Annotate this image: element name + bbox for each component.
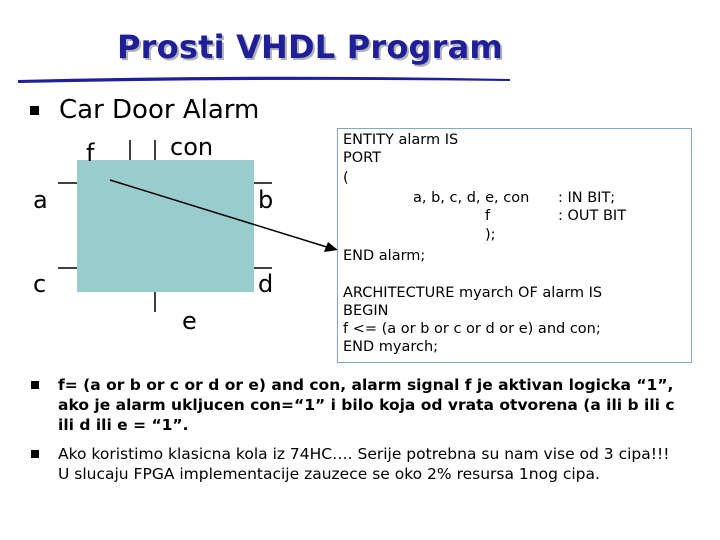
code-inputs-type: : IN BIT; — [558, 190, 616, 206]
code-port: PORT — [343, 150, 382, 166]
code-end-arch: END myarch; — [343, 339, 439, 355]
code-close: ); — [485, 227, 496, 243]
page-title: Prosti VHDL Program — [117, 28, 503, 66]
bullet-icon — [31, 450, 39, 458]
code-assign: f <= (a or b or c or d or e) and con; — [343, 321, 601, 337]
code-entity: ENTITY alarm IS — [343, 132, 459, 148]
label-f: f — [86, 139, 95, 167]
alarm-block — [77, 160, 254, 292]
label-a: a — [33, 186, 48, 214]
label-d: d — [258, 270, 274, 298]
title-underline — [18, 77, 510, 83]
code-output: f — [485, 208, 491, 224]
paragraph-line: U slucaju FPGA implementacije zauzece se oko 2% resursa 1nog cipa. — [58, 465, 600, 483]
paragraph-line: Ako koristimo klasicna kola iz 74HC…. Serije potrebna su nam vise od 3 cipa!!! — [58, 445, 670, 463]
code-paren: ( — [343, 170, 349, 186]
code-architecture: ARCHITECTURE myarch OF alarm IS — [343, 285, 603, 301]
label-c: c — [33, 270, 47, 298]
paragraph-implementation — [58, 444, 669, 484]
code-end-entity: END alarm; — [343, 248, 426, 264]
paragraph-logic-description — [58, 375, 675, 435]
code-inputs: a, b, c, d, e, con — [413, 190, 530, 206]
label-e: e — [182, 307, 197, 335]
arrow-head — [324, 242, 338, 252]
paragraph-line: ili d ili e = “1”. — [58, 416, 189, 434]
code-begin: BEGIN — [343, 303, 389, 319]
paragraph-line: ako je alarm ukljucen con=“1” i bilo koja od vrata otvorena (a ili b ili c — [58, 396, 675, 414]
label-b: b — [258, 186, 274, 214]
bullet-icon — [30, 106, 39, 115]
paragraph-line: f= (a or b or c or d or e) and con, alarm signal f je aktivan logicka “1”, — [58, 376, 674, 394]
code-output-type: : OUT BIT — [558, 208, 627, 224]
heading-car-door-alarm: Car Door Alarm — [59, 95, 260, 125]
bullet-icon — [31, 381, 39, 389]
label-con: con — [170, 133, 214, 161]
